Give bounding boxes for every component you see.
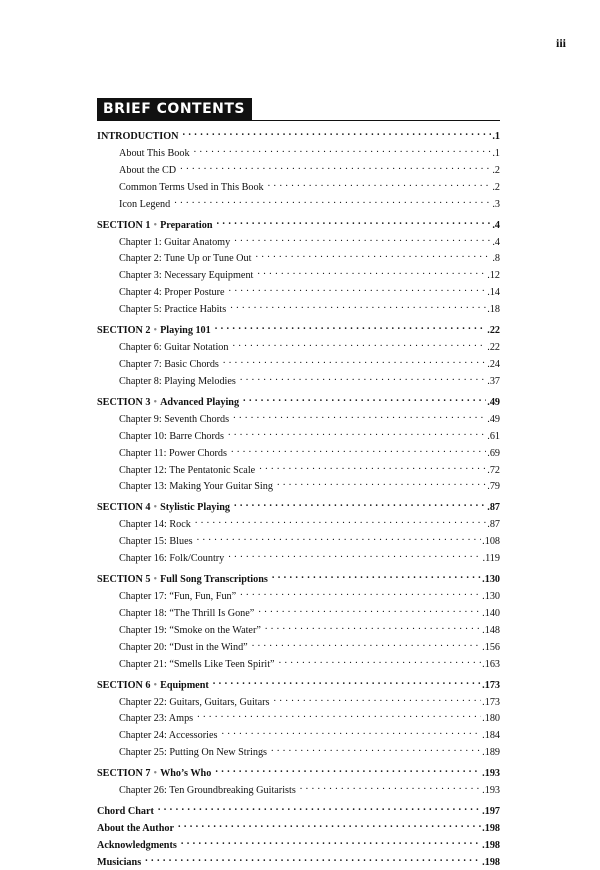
dot-leader [228,549,481,561]
entry-label: Chapter 7: Basic Chords [119,358,219,370]
dot-leader [195,515,486,527]
page-ref: .22 [487,342,500,354]
dot-leader [145,853,481,865]
bullet-icon: • [153,768,158,780]
dot-leader [240,587,481,599]
toc-section-heading[interactable] [97,676,500,693]
page-ref: .193 [482,785,500,797]
toc-group [97,216,500,317]
entry-label: Musicians [97,856,142,868]
toc-entry[interactable] [97,300,500,317]
toc-heading-label [97,768,211,781]
toc-entry[interactable] [97,249,500,266]
entry-label: About the CD [119,164,177,176]
page-ref: .140 [482,607,500,619]
toc-entry[interactable] [97,338,500,355]
dot-leader [215,764,481,776]
section-number: SECTION 7 [97,768,151,780]
dot-leader [197,709,481,721]
page-ref: .14 [487,287,500,299]
bullet-icon: • [153,502,158,514]
toc-heading-label [97,502,230,515]
toc-heading-label [97,680,209,693]
toc-group [97,676,500,761]
toc-entry[interactable] [97,549,500,566]
toc-entry[interactable] [97,621,500,638]
dot-leader [265,621,481,633]
toc-backmatter-entry[interactable] [97,836,500,853]
page-ref: .1 [492,147,500,159]
toc-group [97,764,500,798]
entry-label: Chapter 19: “Smoke on the Water” [119,624,261,636]
page-ref: .193 [482,768,500,780]
page-ref: .163 [482,658,500,670]
title-rule [97,120,500,121]
entry-label: Chapter 4: Proper Posture [119,287,225,299]
dot-leader [180,161,491,173]
dot-leader [230,300,486,312]
page-title: BRIEF CONTENTS [97,98,252,120]
toc-heading-label [97,574,268,587]
page-number: iii [555,36,566,50]
page-ref: .49 [487,413,500,425]
dot-leader [231,444,486,456]
page-ref: .198 [482,840,500,851]
section-title: Equipment [160,679,209,691]
entry-label: Chapter 24: Accessories [119,730,218,742]
entry-label: Chapter 17: “Fun, Fun, Fun” [119,591,237,603]
entry-label: Chapter 10: Barre Chords [119,430,224,442]
toc-entry[interactable] [97,781,500,798]
toc-section-heading[interactable] [97,570,500,587]
toc-entry[interactable] [97,355,500,372]
section-number: SECTION 2 [97,325,151,337]
section-title: Preparation [160,219,213,231]
dot-leader [252,638,481,650]
dot-leader [272,570,481,582]
page-ref: .2 [492,181,500,193]
toc-entry[interactable] [97,427,500,444]
page-ref: .130 [482,591,500,603]
toc-section-heading[interactable] [97,127,500,144]
dot-leader [258,604,481,616]
dot-leader [215,321,487,333]
toc-entry[interactable] [97,233,500,250]
section-title: INTRODUCTION [97,131,179,142]
section-title: Stylistic Playing [160,502,230,514]
page-ref: .8 [492,253,500,265]
dot-leader [259,461,486,473]
entry-label: Chapter 5: Practice Habits [119,304,227,316]
page-ref: .198 [482,856,500,868]
page-ref: .49 [487,396,500,408]
entry-label: Chapter 16: Folk/Country [119,553,225,565]
entry-label: Chapter 2: Tune Up or Tune Out [119,253,252,265]
page-ref: .69 [487,447,500,459]
dot-leader [174,195,491,207]
toc-heading-label [97,131,179,144]
page-ref: .148 [482,624,500,636]
toc-section-heading[interactable] [97,321,500,338]
dot-leader [274,693,482,705]
toc-section-heading[interactable] [97,764,500,781]
page-ref: .87 [487,502,500,514]
section-number: SECTION 1 [97,219,151,231]
dot-leader [234,233,491,245]
toc-entry[interactable] [97,638,500,655]
page-ref: .1 [492,131,500,142]
dot-leader [181,836,481,848]
entry-label: Chapter 14: Rock [119,519,191,531]
toc-group [97,127,500,212]
toc-entry[interactable] [97,587,500,604]
page-ref: .37 [487,375,500,387]
toc-entry[interactable] [97,693,500,710]
dot-leader [197,532,482,544]
bullet-icon: • [153,325,158,337]
dot-leader [194,144,492,156]
toc-entry[interactable] [97,410,500,427]
entry-label: Chord Chart [97,806,154,818]
toc-entry[interactable] [97,743,500,760]
toc-backmatter-entry[interactable] [97,802,500,819]
entry-label: Chapter 9: Seventh Chords [119,413,230,425]
bullet-icon: • [153,219,158,231]
page-ref: .180 [482,713,500,725]
dot-leader [234,498,486,510]
table-of-contents [97,127,500,870]
dot-leader [223,355,486,367]
toc-section-heading[interactable] [97,393,500,410]
page-ref: .24 [487,358,500,370]
entry-label: Chapter 22: Guitars, Guitars, Guitars [119,696,270,708]
entry-label: Chapter 20: “Dust in the Wind” [119,641,248,653]
toc-entry[interactable] [97,178,500,195]
toc-group [97,321,500,389]
entry-label: Chapter 18: “The Thrill Is Gone” [119,607,255,619]
page-ref: .12 [487,270,500,282]
page-ref: .119 [482,553,500,565]
toc-entry[interactable] [97,515,500,532]
toc-heading-label [97,220,213,233]
toc-entry[interactable] [97,195,500,212]
toc-entry[interactable] [97,532,500,549]
page-ref: .108 [482,536,500,548]
entry-label: Chapter 12: The Pentatonic Scale [119,464,256,476]
page-ref: .130 [482,574,500,586]
dot-leader [255,249,491,261]
entry-label: Chapter 8: Playing Melodies [119,375,236,387]
dot-leader [183,127,492,139]
toc-section-heading[interactable] [97,498,500,515]
entry-label: Chapter 15: Blues [119,536,193,548]
section-title: Playing 101 [160,325,211,337]
entry-label: Chapter 25: Putting On New Strings [119,747,267,759]
toc-heading-label [97,325,211,338]
dot-leader [221,726,481,738]
entry-label: About This Book [119,147,190,159]
toc-entry[interactable] [97,372,500,389]
dot-leader [158,802,481,814]
page-ref: .173 [482,696,500,708]
entry-label: Chapter 23: Amps [119,713,194,725]
dot-leader [229,283,487,295]
toc-group [97,570,500,671]
section-number: SECTION 5 [97,574,151,586]
dot-leader [268,178,492,190]
entry-label: Chapter 1: Guitar Anatomy [119,236,231,248]
page-ref: .61 [487,430,500,442]
page-ref: .4 [492,236,500,248]
toc-entry[interactable] [97,477,500,494]
dot-leader [178,819,481,831]
bullet-icon: • [153,574,158,586]
dot-leader [217,216,492,228]
entry-label: Chapter 21: “Smells Like Teen Spirit” [119,658,275,670]
toc-section-heading[interactable] [97,216,500,233]
toc-backmatter-entry[interactable] [97,853,500,870]
section-number: SECTION 4 [97,502,151,514]
dot-leader [277,477,486,489]
dot-leader [271,743,481,755]
dot-leader [279,655,482,667]
entry-label: Chapter 11: Power Chords [119,447,227,459]
entry-label: Chapter 3: Necessary Equipment [119,270,254,282]
page-ref: .4 [492,219,500,231]
page-ref: .22 [487,325,500,337]
page-ref: .79 [487,481,500,493]
page-ref: .2 [492,164,500,176]
dot-leader [257,266,486,278]
page-ref: .173 [482,679,500,691]
dot-leader [233,410,486,422]
section-number: SECTION 6 [97,679,151,691]
page-ref: .87 [487,519,500,531]
bullet-icon: • [153,679,158,691]
bullet-icon: • [153,396,158,408]
dot-leader [300,781,481,793]
toc-entry[interactable] [97,161,500,178]
page-ref: .197 [482,806,500,818]
dot-leader [240,372,486,384]
dot-leader [213,676,481,688]
toc-entry[interactable] [97,461,500,478]
page-ref: .72 [487,464,500,476]
section-title: Advanced Playing [160,396,240,408]
entry-label: Chapter 26: Ten Groundbreaking Guitarists [119,785,296,797]
page-ref: .18 [487,304,500,316]
toc-entry[interactable] [97,709,500,726]
toc-backmatter [97,802,500,870]
toc-group [97,498,500,566]
page-ref: .184 [482,730,500,742]
toc-entry[interactable] [97,444,500,461]
dot-leader [228,427,486,439]
page-ref: .156 [482,641,500,653]
entry-label: About the Author [97,823,174,835]
dot-leader [233,338,487,350]
toc-backmatter-entry[interactable] [97,819,500,836]
page-ref: .198 [482,823,500,835]
entry-label: Chapter 13: Making Your Guitar Sing [119,481,273,493]
toc-entry[interactable] [97,144,500,161]
toc-heading-label [97,397,239,410]
toc-entry[interactable] [97,283,500,300]
toc-entry[interactable] [97,604,500,621]
toc-entry[interactable] [97,726,500,743]
toc-entry[interactable] [97,655,500,672]
entry-label: Common Terms Used in This Book [119,181,264,193]
page-ref: .3 [492,198,500,210]
page-ref: .189 [482,747,500,759]
entry-label: Acknowledgments [97,840,177,851]
section-title: Full Song Transcriptions [160,574,268,586]
dot-leader [243,393,486,405]
toc-entry[interactable] [97,266,500,283]
toc-group [97,393,500,494]
entry-label: Chapter 6: Guitar Notation [119,342,229,354]
section-number: SECTION 3 [97,396,151,408]
section-title: Who’s Who [160,768,212,780]
entry-label: Icon Legend [119,198,171,210]
